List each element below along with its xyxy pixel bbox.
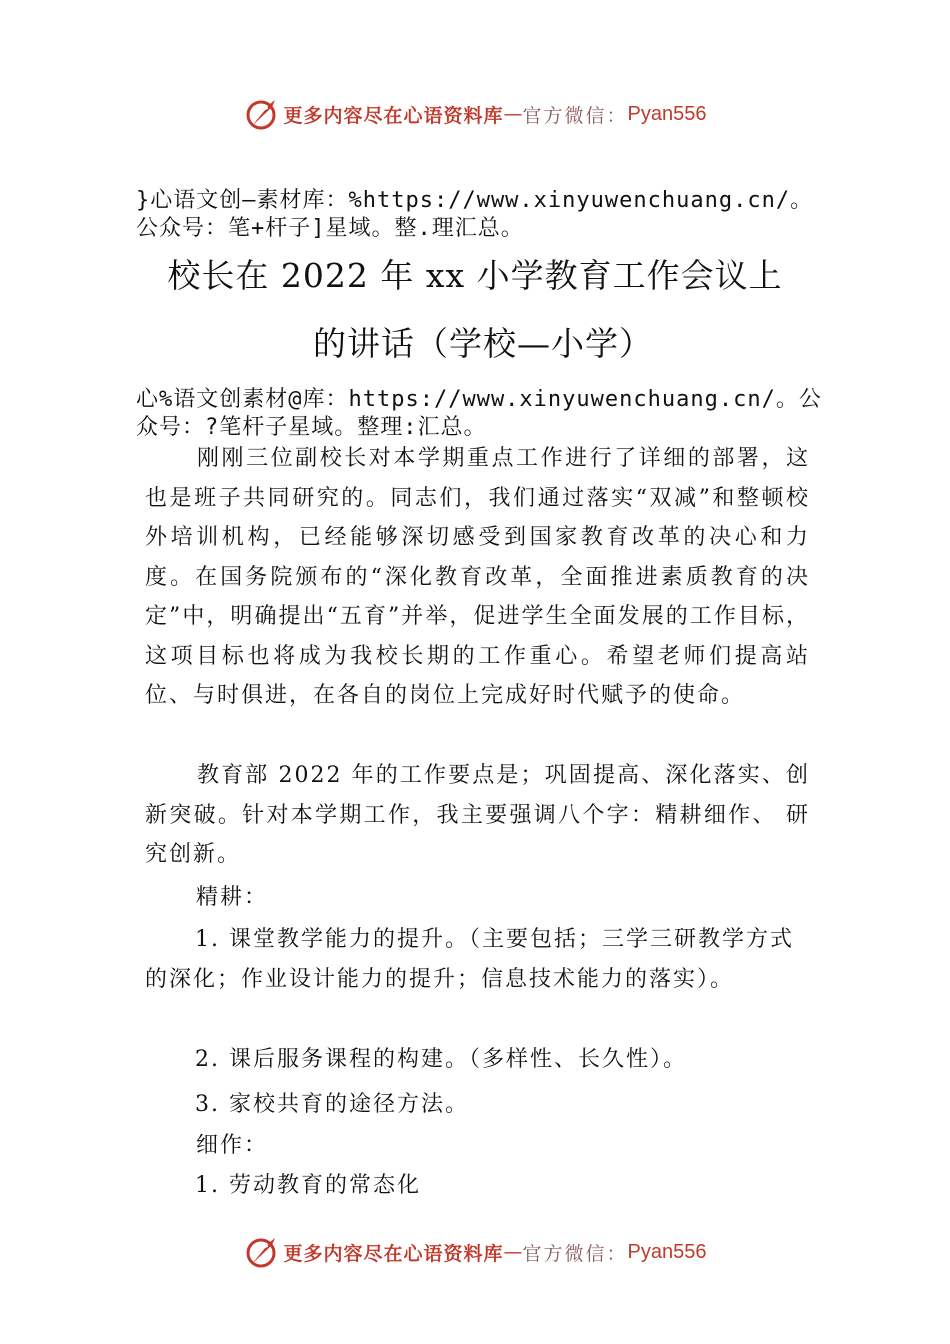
body-paragraph-1: 刚刚三位副校长对本学期重点工作进行了详细的部署，这也是班子共同研究的。同志们，我们通过落实“双减”和整顿校外培训机构，已经能够深切感受到国家教育改革的决心和力度。在国务院颁布的“深化教育改革，全面推进素质教育的决定”中，明确提出“五育”并举，促进学生全面发展的工作目标，这项目标也将成为我校长期的工作重心。希望老师们提高站位、与时俱进，在各自的岗位上完成好时代赋予的使命。 [145,446,810,708]
section-heading-xizuo: 细作： [196,1133,269,1158]
body-paragraph-2: 教育部 2022 年的工作要点是；巩固提高、深化落实、创新突破。针对本学期工作，我主要强调八个字：精耕细作、 研究创新。 [145,763,810,867]
document-title-line2: 的讲话（学校—小学） [313,324,653,363]
header-wechat-id: Pyan556 [627,102,707,125]
pen-logo-icon [244,96,280,132]
document-title-line1: 校长在 2022 年 xx 小学教育工作会议上 [167,256,783,295]
footer-wechat-id: Pyan556 [627,1240,707,1263]
footer-banner [0,1232,950,1272]
footer-wechat-label: 官方微信： [522,1242,628,1265]
header-banner [0,94,950,134]
list-item: 2. 课后服务课程的构建。（多样性、长久性）。 [195,1047,687,1072]
footer-dash: — [503,1241,523,1263]
header-wechat-label: 官方微信： [522,104,628,127]
source-note-top: }心语文创—素材库：%https://www.xinyuwenchuang.cn/。公众号：笔+杆子]星域。整.理汇总。 [136,188,814,241]
footer-promo-text: 更多内容尽在心语资料库 [283,1242,504,1265]
list-item: 3. 家校共育的途径方法。 [195,1092,469,1117]
section-heading-jinggeng: 精耕： [196,885,269,910]
header-promo-text: 更多内容尽在心语资料库 [283,104,504,127]
list-item: 1. 劳动教育的常态化 [195,1173,421,1198]
list-item: 1. 课堂教学能力的提升。（主要包括；三学三研教学方式的深化；作业设计能力的提升；信息技术能力的落实）。 [145,927,794,992]
source-note-second: 心%语文创素材@库：https://www.xinyuwenchuang.cn/。公众号：?笔杆子星域。整理:汇总。 [136,387,822,440]
pen-logo-icon [244,1234,280,1270]
header-dash: — [503,103,523,125]
